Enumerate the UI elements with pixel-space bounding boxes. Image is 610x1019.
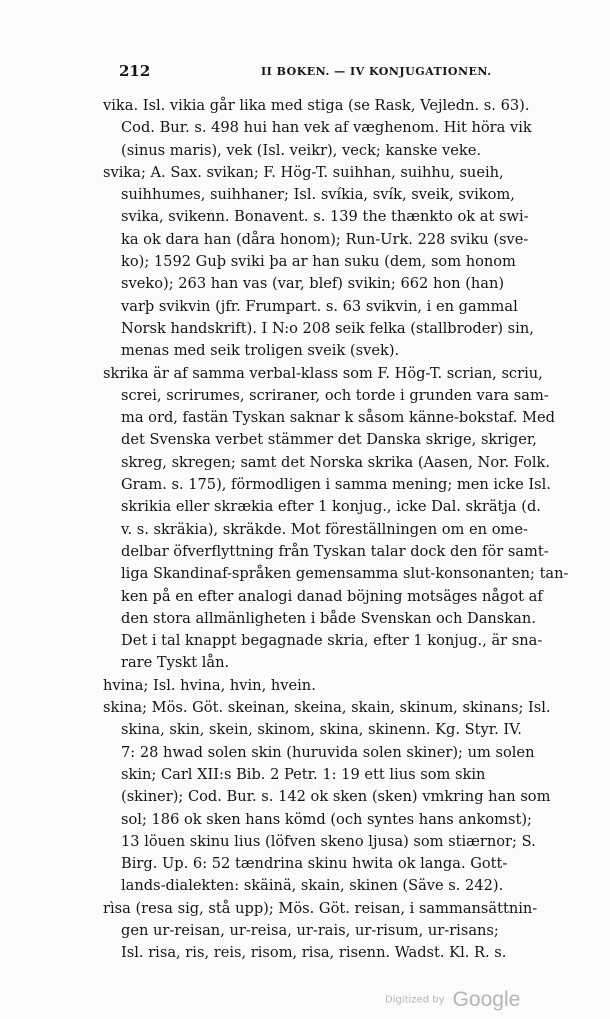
text-line: skrika är af samma verbal-klass som F. Hög-T. scrian, scriu,: [103, 364, 543, 382]
text-line: skina, skin, skein, skinom, skina, skinenn. Kg. Styr. IV.: [121, 721, 522, 739]
text-line: det Svenska verbet stämmer det Danska skrige, skriger,: [121, 431, 537, 449]
page-number: 212: [119, 62, 151, 80]
text-line: gen ur-reisan, ur-reisa, ur-rais, ur-risum, ur-risans;: [121, 921, 499, 939]
text-line: Det i tal knappt begagnade skria, efter 1 konjug., är sna-: [121, 632, 543, 650]
text-line: Cod. Bur. s. 498 hui han vek af væghenom. Hit höra vik: [121, 119, 532, 137]
text-line: rare Tyskt lån.: [121, 654, 230, 672]
text-line: den stora allmänligheten i både Svenskan och Danskan.: [121, 609, 536, 627]
text-line: Birg. Up. 6: 52 tændrina skinu hwita ok langa. Gott-: [121, 855, 508, 873]
text-line: varþ svikvin (jfr. Frumpart. s. 63 svikvin, i en gammal: [121, 297, 518, 315]
text-line: skin; Carl XII:s Bib. 2 Petr. 1: 19 ett lius som skin: [121, 765, 486, 783]
text-line: 7: 28 hwad solen skin (huruvida solen skiner); um solen: [121, 743, 535, 761]
text-line: hvina; Isl. hvina, hvin, hvein.: [103, 676, 316, 694]
text-line: suihhumes, suihhaner; Isl. svíkia, svík, sveik, svikom,: [121, 186, 515, 204]
google-logo: Google: [452, 988, 521, 1011]
text-line: vika. Isl. vikia går lika med stiga (se Rask, Vejledn. s. 63).: [103, 97, 530, 114]
text-line: v. s. skräkia), skräkde. Mot föreställningen om en ome-: [121, 520, 528, 538]
body-text: [103, 95, 593, 965]
text-line: svika, svikenn. Bonavent. s. 139 the thænkto ok at swi-: [121, 208, 529, 226]
text-line: menas med seik troligen sveik (svek).: [121, 342, 400, 360]
text-line: svika; A. Sax. svikan; F. Hög-T. suihhan, suihhu, sueih,: [103, 163, 504, 181]
text-line: (skiner); Cod. Bur. s. 142 ok sken (sken) vmkring han som: [121, 788, 551, 806]
text-line: sveko); 263 han vas (var, blef) svikin; 662 hon (han): [121, 275, 505, 293]
text-line: rìsa (resa sig, stå upp); Mös. Göt. reisan, i sammansättnin-: [103, 899, 538, 917]
text-line: skrikia eller skrækia efter 1 konjug., icke Dal. skrätja (d.: [121, 498, 541, 516]
text-line: ken på en efter analogi danad böjning motsäges något af: [121, 587, 543, 605]
text-line: lands-dialekten: skäinä, skain, skinen (Säve s. 242).: [121, 877, 504, 895]
text-line: liga Skandinaf-språken gemensamma slut-konsonanten; tan-: [121, 565, 569, 583]
text-line: Gram. s. 175), förmodligen i samma mening; men icke Isl.: [121, 476, 551, 494]
running-title: II BOKEN. — IV KONJUGATIONEN.: [261, 65, 492, 78]
text-line: ma ord, fastän Tyskan saknar k såsom känne-bokstaf. Med: [121, 409, 555, 427]
text-line: ko); 1592 Guþ sviki þa ar han suku (dem, som honom: [121, 253, 516, 271]
text-line: sol; 186 ok sken hans kömd (och syntes hans ankomst);: [121, 810, 532, 828]
page-header: [119, 62, 589, 84]
text-line: (sinus maris), vek (Isl. veikr), veck; kanske veke.: [121, 141, 482, 159]
text-line: screi, scrirumes, scriraner, och torde i grunden vara sam-: [121, 386, 549, 404]
text-line: 13 löuen skinu lius (löfven skeno ljusa) som stiærnor; S.: [121, 832, 536, 850]
digitized-footer: [385, 988, 585, 1014]
text-line: skreg, skregen; samt det Norska skrika (Aasen, Nor. Folk.: [121, 453, 551, 471]
text-line: Isl. risa, ris, reis, risom, risa, risenn. Wadst. Kl. R. s.: [121, 944, 507, 962]
text-line: ka ok dara han (dåra honom); Run-Urk. 228 sviku (sve-: [121, 230, 529, 248]
text-line: skina; Mös. Göt. skeinan, skeina, skain, skinum, skinans; Isl.: [103, 699, 551, 717]
text-line: Norsk handskrift). I N:o 208 seik felka (stallbroder) sin,: [121, 319, 534, 337]
digitized-by-label: Digitized by: [385, 994, 445, 1006]
text-line: delbar öfverflyttning från Tyskan talar dock den för samt-: [121, 542, 549, 560]
